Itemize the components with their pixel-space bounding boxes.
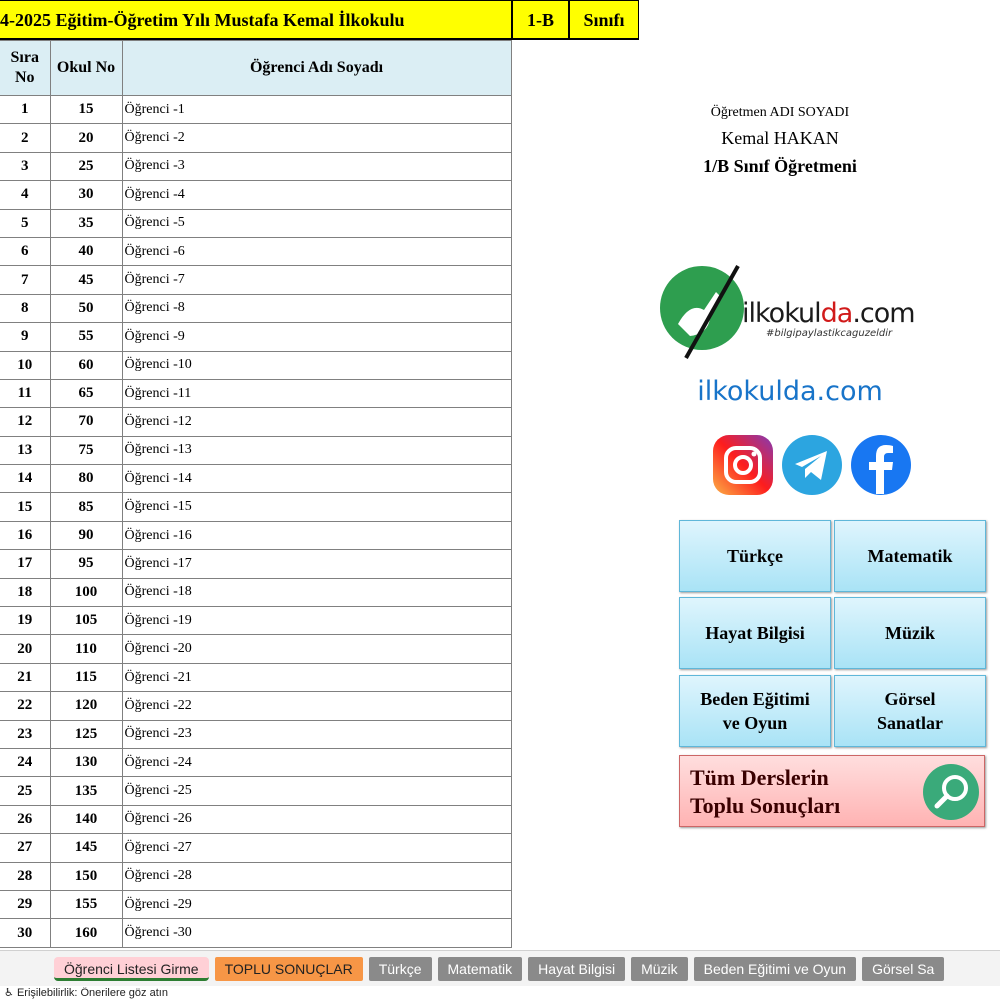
row-sira-no[interactable]: 5 — [0, 209, 50, 237]
row-sira-no[interactable]: 1 — [0, 96, 50, 124]
row-sira-no[interactable]: 21 — [0, 663, 50, 691]
row-student-name[interactable]: Öğrenci -9 — [122, 323, 511, 351]
row-student-name[interactable]: Öğrenci -17 — [122, 550, 511, 578]
row-sira-no[interactable]: 30 — [0, 919, 50, 947]
row-sira-no[interactable]: 4 — [0, 181, 50, 209]
row-okul-no[interactable]: 105 — [50, 607, 122, 635]
matematik-button[interactable] — [834, 520, 986, 592]
row-student-name[interactable]: Öğrenci -10 — [122, 351, 511, 379]
row-student-name[interactable]: Öğrenci -30 — [122, 919, 511, 947]
row-student-name[interactable]: Öğrenci -22 — [122, 692, 511, 720]
sheet-tab[interactable]: Görsel Sa — [862, 957, 944, 981]
row-student-name[interactable]: Öğrenci -27 — [122, 834, 511, 862]
table-row — [0, 408, 511, 436]
row-sira-no[interactable]: 9 — [0, 323, 50, 351]
teacher-name: Kemal HAKAN — [721, 128, 839, 148]
matematik-button-label: Matematik — [867, 546, 953, 566]
logo-brand-accent: da — [820, 298, 853, 329]
row-okul-no[interactable]: 130 — [50, 748, 122, 776]
row-okul-no[interactable]: 160 — [50, 919, 122, 947]
muzik-button[interactable] — [834, 597, 986, 669]
row-sira-no[interactable]: 11 — [0, 379, 50, 407]
table-row — [0, 578, 511, 606]
row-student-name[interactable]: Öğrenci -16 — [122, 521, 511, 549]
row-sira-no[interactable]: 20 — [0, 635, 50, 663]
row-student-name[interactable]: Öğrenci -13 — [122, 436, 511, 464]
student-list-table — [0, 40, 512, 948]
row-okul-no[interactable]: 125 — [50, 720, 122, 748]
row-sira-no[interactable]: 23 — [0, 720, 50, 748]
accessibility-icon: ♿ — [4, 987, 14, 999]
sheet-tab-bar — [0, 950, 1000, 986]
row-student-name[interactable]: Öğrenci -18 — [122, 578, 511, 606]
beden-button-line1: Beden Eğitimi — [700, 689, 810, 709]
table-row — [0, 351, 511, 379]
table-row — [0, 834, 511, 862]
row-student-name[interactable]: Öğrenci -8 — [122, 294, 511, 322]
facebook-icon[interactable] — [850, 434, 912, 496]
row-student-name[interactable]: Öğrenci -4 — [122, 181, 511, 209]
table-row — [0, 181, 511, 209]
row-student-name[interactable]: Öğrenci -14 — [122, 465, 511, 493]
sheet-tab[interactable]: TOPLU SONUÇLAR — [215, 957, 363, 981]
row-sira-no[interactable]: 24 — [0, 748, 50, 776]
row-okul-no[interactable]: 115 — [50, 663, 122, 691]
row-student-name[interactable]: Öğrenci -29 — [122, 890, 511, 918]
status-bar — [0, 987, 1000, 1000]
row-sira-no[interactable]: 28 — [0, 862, 50, 890]
table-row — [0, 607, 511, 635]
table-row — [0, 663, 511, 691]
table-row — [0, 692, 511, 720]
row-student-name[interactable]: Öğrenci -11 — [122, 379, 511, 407]
turkce-button-label: Türkçe — [727, 546, 783, 566]
row-sira-no[interactable]: 26 — [0, 805, 50, 833]
row-student-name[interactable]: Öğrenci -19 — [122, 607, 511, 635]
turkce-button[interactable] — [679, 520, 831, 592]
row-student-name[interactable]: Öğrenci -26 — [122, 805, 511, 833]
title-bar — [0, 0, 639, 40]
magnifier-icon — [922, 763, 980, 821]
header-student-name[interactable]: Öğrenci Adı Soyadı — [122, 41, 511, 96]
row-sira-no[interactable]: 17 — [0, 550, 50, 578]
row-student-name[interactable]: Öğrenci -5 — [122, 209, 511, 237]
row-okul-no[interactable]: 135 — [50, 777, 122, 805]
gorsel-sanatlar-button[interactable] — [834, 675, 986, 747]
table-row — [0, 436, 511, 464]
row-student-name[interactable]: Öğrenci -2 — [122, 124, 511, 152]
table-row — [0, 152, 511, 180]
table-row — [0, 777, 511, 805]
site-link[interactable]: ilkokulda.com — [697, 376, 883, 407]
row-student-name[interactable]: Öğrenci -15 — [122, 493, 511, 521]
row-okul-no[interactable]: 95 — [50, 550, 122, 578]
school-title-cell[interactable]: 4-2025 Eğitim-Öğretim Yılı Mustafa Kemal İlkokulu — [0, 0, 512, 38]
hayat-bilgisi-button[interactable] — [679, 597, 831, 669]
svg-text:ilkokulda.com — [742, 298, 915, 329]
row-okul-no[interactable]: 85 — [50, 493, 122, 521]
row-okul-no[interactable]: 140 — [50, 805, 122, 833]
row-student-name[interactable]: Öğrenci -3 — [122, 152, 511, 180]
row-student-name[interactable]: Öğrenci -21 — [122, 663, 511, 691]
row-sira-no[interactable]: 10 — [0, 351, 50, 379]
hayat-bilgisi-button-label: Hayat Bilgisi — [705, 623, 805, 643]
table-row — [0, 323, 511, 351]
logo-brand-prefix: ilkokul — [742, 298, 821, 329]
beden-egitimi-button[interactable] — [679, 675, 831, 747]
row-student-name[interactable]: Öğrenci -28 — [122, 862, 511, 890]
table-row — [0, 748, 511, 776]
row-okul-no[interactable]: 45 — [50, 266, 122, 294]
row-okul-no[interactable]: 145 — [50, 834, 122, 862]
all-results-line1: Tüm Derslerin — [690, 765, 829, 790]
row-sira-no[interactable]: 13 — [0, 436, 50, 464]
header-okul-no[interactable]: Okul No — [50, 41, 122, 96]
row-okul-no[interactable]: 55 — [50, 323, 122, 351]
row-okul-no[interactable]: 25 — [50, 152, 122, 180]
class-label-cell[interactable]: Sınıfı — [569, 0, 639, 38]
row-student-name[interactable]: Öğrenci -24 — [122, 748, 511, 776]
row-sira-no[interactable]: 25 — [0, 777, 50, 805]
row-okul-no[interactable]: 65 — [50, 379, 122, 407]
row-sira-no[interactable]: 18 — [0, 578, 50, 606]
row-okul-no[interactable]: 50 — [50, 294, 122, 322]
row-okul-no[interactable]: 35 — [50, 209, 122, 237]
all-results-line2: Toplu Sonuçları — [690, 793, 841, 818]
sheet-tab[interactable]: Türkçe — [369, 957, 432, 981]
row-okul-no[interactable]: 150 — [50, 862, 122, 890]
sheet-tab[interactable]: Hayat Bilgisi — [528, 957, 625, 981]
row-student-name[interactable]: Öğrenci -25 — [122, 777, 511, 805]
row-okul-no[interactable]: 155 — [50, 890, 122, 918]
row-student-name[interactable]: Öğrenci -20 — [122, 635, 511, 663]
row-okul-no[interactable]: 70 — [50, 408, 122, 436]
table-row — [0, 862, 511, 890]
ilkokulda-logo — [660, 262, 920, 362]
table-row — [0, 919, 511, 947]
table-row — [0, 493, 511, 521]
instagram-icon[interactable] — [712, 434, 774, 496]
row-sira-no[interactable]: 16 — [0, 521, 50, 549]
table-row — [0, 266, 511, 294]
row-sira-no[interactable]: 7 — [0, 266, 50, 294]
class-teacher-label: 1/B Sınıf Öğretmeni — [703, 156, 857, 176]
row-sira-no[interactable]: 27 — [0, 834, 50, 862]
row-sira-no[interactable]: 29 — [0, 890, 50, 918]
student-rows — [0, 96, 511, 948]
sheet-tab[interactable]: Müzik — [631, 957, 688, 981]
table-row — [0, 720, 511, 748]
sheet-tab[interactable]: Matematik — [438, 957, 523, 981]
table-row — [0, 805, 511, 833]
all-results-button[interactable] — [679, 755, 985, 827]
row-sira-no[interactable]: 14 — [0, 465, 50, 493]
row-sira-no[interactable]: 2 — [0, 124, 50, 152]
row-sira-no[interactable]: 8 — [0, 294, 50, 322]
accessibility-status[interactable]: Erişilebilirlik: Önerilere göz atın — [16, 987, 168, 999]
row-okul-no[interactable]: 20 — [50, 124, 122, 152]
logo-brand-suffix: .com — [852, 298, 915, 329]
social-icons — [712, 434, 912, 496]
table-row — [0, 209, 511, 237]
row-student-name[interactable]: Öğrenci -6 — [122, 237, 511, 265]
table-row — [0, 890, 511, 918]
row-sira-no[interactable]: 12 — [0, 408, 50, 436]
row-sira-no[interactable]: 15 — [0, 493, 50, 521]
table-row — [0, 635, 511, 663]
row-sira-no[interactable]: 3 — [0, 152, 50, 180]
row-okul-no[interactable]: 40 — [50, 237, 122, 265]
row-sira-no[interactable]: 19 — [0, 607, 50, 635]
row-sira-no[interactable]: 22 — [0, 692, 50, 720]
table-row — [0, 237, 511, 265]
telegram-icon[interactable] — [781, 434, 843, 496]
class-cell[interactable]: 1-B — [512, 0, 569, 38]
row-sira-no[interactable]: 6 — [0, 237, 50, 265]
table-row — [0, 521, 511, 549]
row-okul-no[interactable]: 90 — [50, 521, 122, 549]
table-row — [0, 465, 511, 493]
sheet-tab[interactable]: Beden Eğitimi ve Oyun — [694, 957, 856, 981]
beden-button-line2: ve Oyun — [722, 713, 788, 733]
row-okul-no[interactable]: 75 — [50, 436, 122, 464]
teacher-role-label: Öğretmen ADI SOYADI — [710, 105, 850, 120]
row-okul-no[interactable]: 30 — [50, 181, 122, 209]
table-row — [0, 96, 511, 124]
gorsel-button-line1: Görsel — [884, 689, 936, 709]
muzik-button-label: Müzik — [884, 623, 935, 643]
table-row — [0, 550, 511, 578]
row-student-name[interactable]: Öğrenci -7 — [122, 266, 511, 294]
row-student-name[interactable]: Öğrenci -1 — [122, 96, 511, 124]
row-student-name[interactable]: Öğrenci -12 — [122, 408, 511, 436]
row-okul-no[interactable]: 120 — [50, 692, 122, 720]
row-okul-no[interactable]: 60 — [50, 351, 122, 379]
row-okul-no[interactable]: 80 — [50, 465, 122, 493]
row-student-name[interactable]: Öğrenci -23 — [122, 720, 511, 748]
gorsel-button-line2: Sanatlar — [876, 713, 943, 733]
logo-tagline: #bilgipaylastikcaguzeldir — [766, 328, 893, 339]
teacher-info — [630, 102, 930, 180]
table-row — [0, 294, 511, 322]
row-okul-no[interactable]: 110 — [50, 635, 122, 663]
row-okul-no[interactable]: 15 — [50, 96, 122, 124]
table-row — [0, 124, 511, 152]
header-sira-no[interactable]: Sıra No — [0, 41, 50, 96]
table-row — [0, 379, 511, 407]
sheet-tab[interactable]: Öğrenci Listesi Girme — [54, 957, 209, 981]
row-okul-no[interactable]: 100 — [50, 578, 122, 606]
table-header-row — [0, 41, 511, 96]
